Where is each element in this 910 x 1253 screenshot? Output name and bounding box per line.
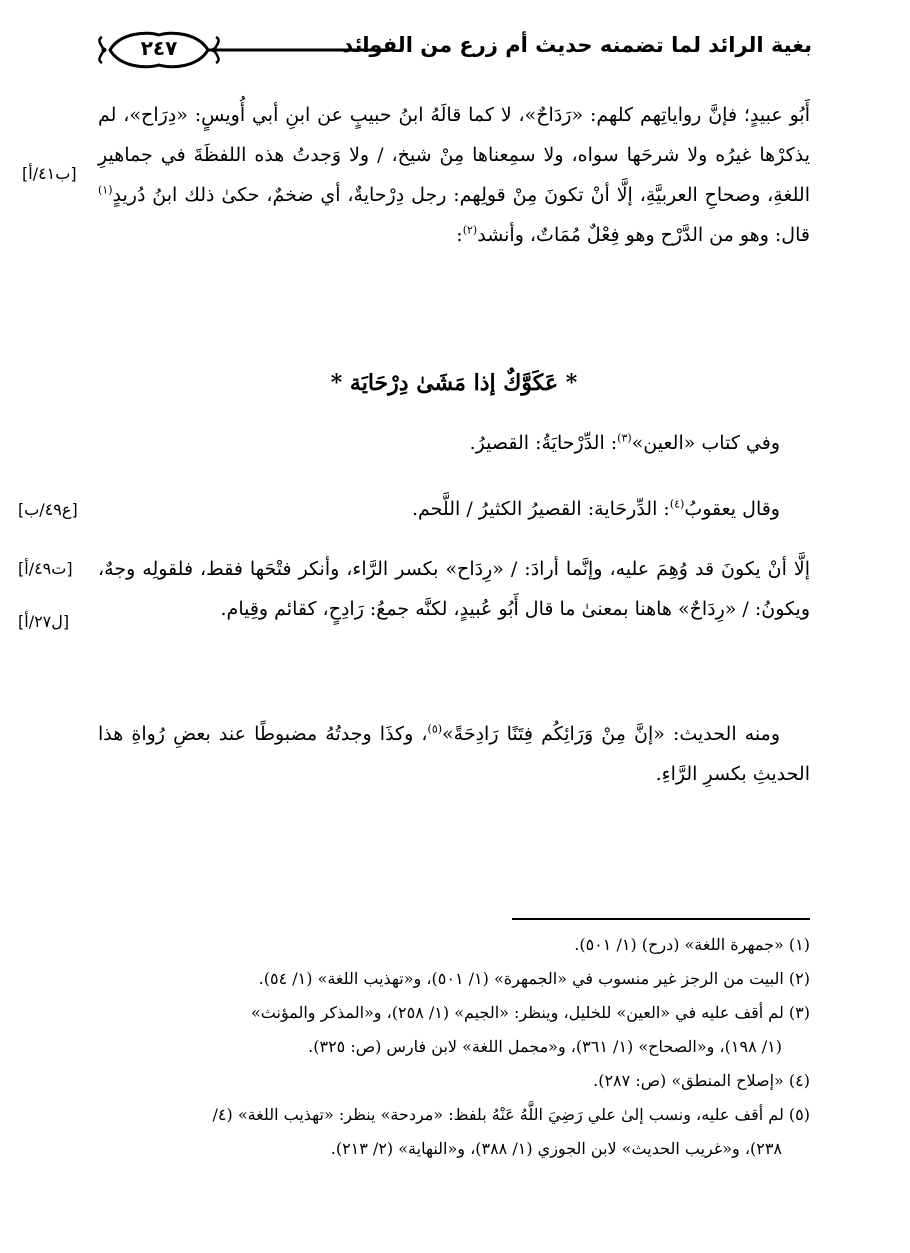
footnote-5: (٥) لم أقف عليه، ونسب إلىٰ علي رَضِيَ اللَّهُ عَنْهُ بلفظ: «مردحة» ينظر: «تهذيب اللغة» (٤/ xyxy=(212,1105,810,1124)
paragraph-2 xyxy=(98,423,810,463)
margin-ref-1: [ب٤١/أ] xyxy=(22,164,77,183)
paragraph-5-text: ومنه الحديث: «إنَّ مِنْ وَرَائِكُم فِتَنًا رَادِحَةً» xyxy=(442,723,780,745)
footnote-3-continued: (١/ ١٩٨)، و«الصحاح» (١/ ٣٦١)، و«مجمل اللغة» لابن فارس (ص: ٣٢٥). xyxy=(308,1037,782,1056)
footnote-5-continued: ٢٣٨)، و«غريب الحديث» لابن الجوزي (١/ ٣٨٨)، و«النهاية» (٢/ ٢١٣). xyxy=(330,1139,782,1158)
paragraph-1-tail: قال: وهو من الدَّرْح وهو فِعْلٌ مُمَاتٌ، وأنشد xyxy=(477,224,810,246)
footnote-4: (٤) «إصلاح المنطق» (ص: ٢٨٧). xyxy=(593,1071,810,1090)
footnote-separator xyxy=(512,918,810,920)
footnotes xyxy=(100,928,810,1166)
footnote-marker-4[interactable]: (٤) xyxy=(669,497,685,511)
paragraph-4-text: إلَّا أنْ يكونَ قد وُهِمَ عليه، وإنَّما أرادَ: / «رِدَاح» بكسر الرَّاء، وأنكر فتْحَها فقط، فلقولِه وجهٌ، ويكونُ: / «رِدَاحٌ» هاهنا بمعنىٰ ما قال أَبُو عُبيدٍ، لكنَّه جمعُ: رَادِحٍ، كقائم وقِيام. xyxy=(98,558,810,620)
paragraph-2-text: وفي كتاب «العين» xyxy=(631,432,780,454)
paragraph-1 xyxy=(98,95,810,255)
footnote-1: (١) «جمهرة اللغة» (درح) (١/ ٥٠١). xyxy=(574,935,810,954)
paragraph-3 xyxy=(98,489,810,529)
margin-ref-3: [ت٤٩/أ] xyxy=(18,559,73,578)
verse-line: * عَكَوَّكٌ إذا مَشَىٰ دِرْحَايَة * xyxy=(330,370,578,396)
footnote-2: (٢) البيت من الرجز غير منسوب في «الجمهرة» (١/ ٥٠١)، و«تهذيب اللغة» (١/ ٥٤). xyxy=(258,969,810,988)
page-number: ٢٤٧ xyxy=(140,36,178,60)
paragraph-5-tail: ، وكذَا وجدتُهُ مضبوطًا عند بعضِ رُواةِ هذا الحديثِ بكسرِ الرَّاءِ. xyxy=(98,723,810,785)
page-number-ornament xyxy=(96,27,396,73)
running-title: بغية الرائد لما تضمنه حديث أم زرع من الفوائد xyxy=(342,33,812,57)
footnote-marker-5[interactable]: (٥) xyxy=(427,722,443,736)
footnote-3: (٣) لم أقف عليه في «العين» للخليل، وينظر: «الجيم» (١/ ٢٥٨)، و«المذكر والمؤنث» xyxy=(251,1003,810,1022)
paragraph-2-tail: : الدِّرْحايَةُ: القصيرُ. xyxy=(469,432,618,454)
paragraph-5 xyxy=(98,714,810,794)
footnote-marker-3[interactable]: (٣) xyxy=(617,431,632,445)
paragraph-3-tail: : الدِّرحَاية: القصيرُ الكثيرُ / اللَّحم. xyxy=(411,498,670,520)
running-header xyxy=(96,27,812,77)
paragraph-1-end: : xyxy=(456,224,463,246)
footnote-marker-1[interactable]: (١) xyxy=(98,183,113,197)
paragraph-3-text: وقال يعقوبُ xyxy=(684,498,780,520)
margin-ref-2: [ع٤٩/ب] xyxy=(18,500,78,519)
paragraph-1-text: أَبُو عبيدٍ؛ فإنَّ رواياتِهم كلهم: «رَدَاحٌ»، لا كما قالَهُ ابنُ حبيبٍ عن ابنِ أبي أُويسٍ: «دِرَاح»، لم يذكرْها غيرُه ولا شرحَها سواه، ولا سمِعناها مِنْ شيخ، / ولا وَجدتُ هذه اللفظَةَ في جماهيرِ اللغةِ، وصحاحِ العربيَّةِ، إلَّا أنْ تكونَ مِنْ قولِهم: رجل دِرْحايةٌ، أي ضخمٌ، حكىٰ ذلك ابنُ دُريدٍ xyxy=(98,104,810,206)
margin-ref-4: [ل٢٧/أ] xyxy=(18,612,70,631)
paragraph-4 xyxy=(98,549,810,629)
footnote-marker-2[interactable]: (٢) xyxy=(462,223,478,237)
